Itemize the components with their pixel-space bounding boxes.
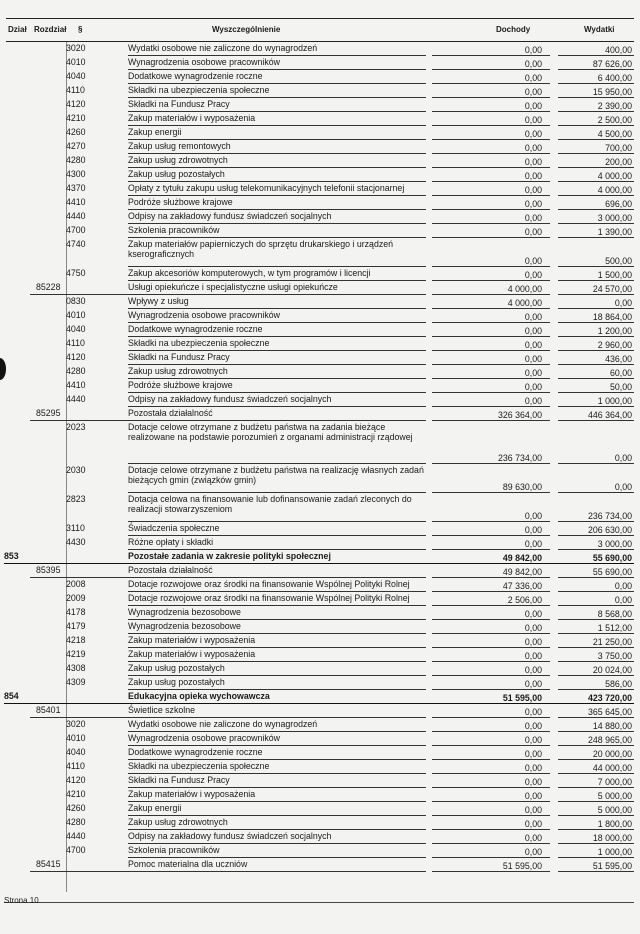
paragraf-code: 2023 — [66, 422, 86, 432]
wydatki-value: 2 500,00 — [597, 115, 632, 125]
paragraf-code: 4740 — [66, 239, 86, 249]
row-description: Zakup materiałów i wyposażenia — [128, 649, 256, 659]
dochody-underline — [432, 871, 550, 872]
paragraf-code: 4120 — [66, 99, 86, 109]
row-description: Dotacja celowa na finansowanie lub dofinansowanie zadań zleconych do realizacji stowarzyszeniom — [128, 494, 412, 514]
row-description: Wpływy z usług — [128, 296, 189, 306]
dochody-value: 0,00 — [524, 227, 542, 237]
paragraf-code: 4040 — [66, 324, 86, 334]
header-wydatki: Wydatki — [584, 25, 615, 34]
table-row — [0, 84, 640, 98]
budget-table-body — [0, 42, 640, 872]
table-row — [0, 760, 640, 774]
paragraf-code: 4440 — [66, 831, 86, 841]
paragraf-code: 4700 — [66, 845, 86, 855]
dochody-value: 0,00 — [524, 396, 542, 406]
table-row — [0, 337, 640, 351]
dzial-code: 853 — [4, 551, 19, 561]
wydatki-value: 1 000,00 — [597, 396, 632, 406]
table-row — [0, 746, 640, 760]
header-dzial: Dział — [8, 25, 27, 34]
paragraf-code: 4110 — [66, 338, 85, 348]
table-row — [0, 522, 640, 536]
table-row — [0, 844, 640, 858]
row-description: Usługi opiekuńcze i specjalistyczne usługi opiekuńcze — [128, 282, 338, 292]
wydatki-value: 4 000,00 — [597, 185, 632, 195]
table-row — [0, 42, 640, 56]
wydatki-value: 18 864,00 — [592, 312, 632, 322]
dochody-value: 0,00 — [524, 157, 542, 167]
paragraf-code: 4110 — [66, 85, 85, 95]
table-row — [0, 676, 640, 690]
paragraf-code: 4120 — [66, 352, 86, 362]
row-description: Świadczenia społeczne — [128, 523, 220, 533]
table-row — [0, 493, 640, 522]
row-description: Zakup usług zdrowotnych — [128, 366, 228, 376]
paragraf-code: 3110 — [66, 523, 85, 533]
row-description: Zakup usług pozostałych — [128, 677, 225, 687]
row-description: Edukacyjna opieka wychowawcza — [128, 691, 270, 701]
table-row — [0, 578, 640, 592]
dochody-value: 0,00 — [524, 777, 542, 787]
paragraf-code: 4430 — [66, 537, 86, 547]
row-description: Składki na Fundusz Pracy — [128, 775, 230, 785]
dochody-value: 0,00 — [524, 368, 542, 378]
wydatki-value: 436,00 — [605, 354, 632, 364]
table-row — [0, 718, 640, 732]
dochody-value: 0,00 — [524, 665, 542, 675]
row-description: Odpisy na zakładowy fundusz świadczeń socjalnych — [128, 394, 332, 404]
row-description: Zakup usług remontowych — [128, 141, 231, 151]
rozdzial-row — [0, 858, 640, 872]
table-row — [0, 56, 640, 70]
dochody-value: 236 734,00 — [497, 453, 542, 463]
paragraf-code: 2009 — [66, 593, 86, 603]
paragraf-code: 4219 — [66, 649, 86, 659]
paragraf-code: 2008 — [66, 579, 86, 589]
paragraf-code: 4280 — [66, 155, 86, 165]
table-row — [0, 309, 640, 323]
row-description: Wynagrodzenia osobowe pracowników — [128, 310, 280, 320]
header-opis: Wyszczególnienie — [212, 25, 281, 34]
wydatki-value: 5 000,00 — [597, 805, 632, 815]
table-row — [0, 816, 640, 830]
rozdzial-code: 85295 — [36, 408, 61, 418]
table-row — [0, 98, 640, 112]
table-row — [0, 648, 640, 662]
dochody-value: 0,00 — [524, 721, 542, 731]
rozdzial-row — [0, 704, 640, 718]
table-row — [0, 224, 640, 238]
wydatki-value: 0,00 — [614, 298, 632, 308]
row-description: Dotacje celowe otrzymane z budżetu państwa na realizację własnych zadań bieżących gmin (związków gmin) — [128, 465, 424, 485]
table-row — [0, 620, 640, 634]
dochody-value: 47 336,00 — [502, 581, 542, 591]
dochody-value: 0,00 — [524, 87, 542, 97]
table-row — [0, 154, 640, 168]
rozdzial-row — [0, 407, 640, 421]
row-description: Zakup energii — [128, 803, 182, 813]
wydatki-value: 4 500,00 — [597, 129, 632, 139]
row-description: Pozostała działalność — [128, 565, 213, 575]
dochody-value: 0,00 — [524, 101, 542, 111]
dochody-value: 0,00 — [524, 326, 542, 336]
table-row — [0, 788, 640, 802]
wydatki-value: 0,00 — [614, 595, 632, 605]
table-row — [0, 421, 640, 464]
table-row — [0, 393, 640, 407]
row-description: Dodatkowe wynagrodzenie roczne — [128, 71, 263, 81]
wydatki-value: 1 800,00 — [597, 819, 632, 829]
paragraf-code: 2823 — [66, 494, 86, 504]
dochody-value: 0,00 — [524, 45, 542, 55]
dochody-value: 0,00 — [524, 354, 542, 364]
row-description: Odpisy na zakładowy fundusz świadczeń socjalnych — [128, 831, 332, 841]
row-description: Wydatki osobowe nie zaliczone do wynagrodzeń — [128, 43, 318, 53]
wydatki-value: 206 630,00 — [587, 525, 632, 535]
table-row — [0, 267, 640, 281]
wydatki-value: 365 645,00 — [587, 707, 632, 717]
paragraf-code: 4120 — [66, 775, 86, 785]
table-header — [6, 18, 634, 42]
dochody-value: 2 506,00 — [507, 595, 542, 605]
wydatki-value: 423 720,00 — [587, 693, 632, 703]
dochody-value: 0,00 — [524, 763, 542, 773]
wydatki-value: 3 750,00 — [597, 651, 632, 661]
paragraf-code: 4179 — [66, 621, 86, 631]
paragraf-code: 4010 — [66, 57, 86, 67]
rozdzial-code: 85228 — [36, 282, 61, 292]
paragraf-code: 4218 — [66, 635, 86, 645]
table-row — [0, 112, 640, 126]
paragraf-code: 4410 — [66, 380, 86, 390]
row-description: Dotacje rozwojowe oraz środki na finansowanie Wspólnej Polityki Rolnej — [128, 579, 410, 589]
wydatki-value: 696,00 — [605, 199, 632, 209]
page-number: Strona 10 — [4, 896, 39, 905]
row-description: Wynagrodzenia osobowe pracowników — [128, 733, 280, 743]
dochody-value: 0,00 — [524, 707, 542, 717]
wydatki-value: 55 690,00 — [592, 553, 632, 563]
dzial-row — [0, 550, 640, 564]
header-rozdzial: Rozdział — [34, 25, 67, 34]
table-row — [0, 182, 640, 196]
paragraf-code: 4280 — [66, 817, 86, 827]
row-description: Pomoc materialna dla uczniów — [128, 859, 248, 869]
row-description: Dotacje rozwojowe oraz środki na finansowanie Wspólnej Polityki Rolnej — [128, 593, 410, 603]
paragraf-code: 4210 — [66, 789, 86, 799]
paragraf-code: 4280 — [66, 366, 86, 376]
wydatki-value: 200,00 — [605, 157, 632, 167]
row-description: Wynagrodzenia bezosobowe — [128, 621, 241, 631]
dochody-value: 49 842,00 — [502, 567, 542, 577]
table-row — [0, 732, 640, 746]
row-description: Wynagrodzenia osobowe pracowników — [128, 57, 280, 67]
table-row — [0, 464, 640, 493]
wydatki-value: 248 965,00 — [587, 735, 632, 745]
wydatki-value: 20 000,00 — [592, 749, 632, 759]
paragraf-code: 4700 — [66, 225, 86, 235]
table-row — [0, 323, 640, 337]
table-row — [0, 379, 640, 393]
wydatki-value: 21 250,00 — [592, 637, 632, 647]
dochody-value: 49 842,00 — [502, 553, 542, 563]
row-description: Zakup usług zdrowotnych — [128, 817, 228, 827]
row-description: Dodatkowe wynagrodzenie roczne — [128, 324, 263, 334]
row-description: Zakup materiałów i wyposażenia — [128, 113, 256, 123]
row-description: Zakup materiałów papierniczych do sprzętu drukarskiego i urządzeń kserograficznych — [128, 239, 394, 259]
dochody-value: 0,00 — [524, 129, 542, 139]
dochody-value: 89 630,00 — [502, 482, 542, 492]
wydatki-value: 44 000,00 — [592, 763, 632, 773]
paragraf-code: 4440 — [66, 394, 86, 404]
paragraf-code: 4270 — [66, 141, 86, 151]
wydatki-value: 0,00 — [614, 482, 632, 492]
paragraf-code: 4300 — [66, 169, 86, 179]
paragraf-code: 4210 — [66, 113, 86, 123]
row-description: Składki na ubezpieczenia społeczne — [128, 761, 270, 771]
wydatki-value: 1 500,00 — [597, 270, 632, 280]
table-row — [0, 295, 640, 309]
paragraf-code: 4309 — [66, 677, 86, 687]
wydatki-value: 500,00 — [605, 256, 632, 266]
header-paragraf: § — [78, 25, 83, 34]
paragraf-code: 4040 — [66, 71, 86, 81]
table-row — [0, 830, 640, 844]
table-row — [0, 774, 640, 788]
row-description: Opłaty z tytułu zakupu usług telekomunikacyjnych telefonii stacjonarnej — [128, 183, 405, 193]
header-dochody: Dochody — [496, 25, 531, 34]
wydatki-value: 24 570,00 — [592, 284, 632, 294]
dochody-value: 0,00 — [524, 805, 542, 815]
wydatki-value: 236 734,00 — [587, 511, 632, 521]
dochody-value: 0,00 — [524, 312, 542, 322]
row-description: Wydatki osobowe nie zaliczone do wynagrodzeń — [128, 719, 318, 729]
wydatki-value: 4 000,00 — [597, 171, 632, 181]
wydatki-value: 0,00 — [614, 453, 632, 463]
table-row — [0, 168, 640, 182]
table-row — [0, 210, 640, 224]
table-row — [0, 365, 640, 379]
dochody-value: 0,00 — [524, 213, 542, 223]
dochody-value: 0,00 — [524, 749, 542, 759]
row-description: Składki na Fundusz Pracy — [128, 99, 230, 109]
paragraf-code: 4110 — [66, 761, 85, 771]
wydatki-value: 15 950,00 — [592, 87, 632, 97]
wydatki-value: 2 390,00 — [597, 101, 632, 111]
wydatki-value: 446 364,00 — [587, 410, 632, 420]
rozdzial-code: 85395 — [36, 565, 61, 575]
row-description: Zakup materiałów i wyposażenia — [128, 789, 256, 799]
dochody-value: 0,00 — [524, 791, 542, 801]
row-description: Dodatkowe wynagrodzenie roczne — [128, 747, 263, 757]
description-underline — [128, 871, 426, 872]
paragraf-code: 4260 — [66, 803, 86, 813]
wydatki-value: 20 024,00 — [592, 665, 632, 675]
wydatki-value: 87 626,00 — [592, 59, 632, 69]
dochody-value: 0,00 — [524, 511, 542, 521]
table-row — [0, 140, 640, 154]
dochody-value: 0,00 — [524, 623, 542, 633]
paragraf-code: 4308 — [66, 663, 86, 673]
dochody-value: 0,00 — [524, 270, 542, 280]
wydatki-value: 1 390,00 — [597, 227, 632, 237]
table-row — [0, 592, 640, 606]
rozdzial-code: 85415 — [36, 859, 61, 869]
wydatki-value: 18 000,00 — [592, 833, 632, 843]
paragraf-code: 4440 — [66, 211, 86, 221]
dochody-value: 0,00 — [524, 73, 542, 83]
wydatki-value: 3 000,00 — [597, 539, 632, 549]
dochody-value: 0,00 — [524, 185, 542, 195]
footer-rule — [4, 902, 634, 903]
table-row — [0, 662, 640, 676]
wydatki-value: 5 000,00 — [597, 791, 632, 801]
row-description: Różne opłaty i składki — [128, 537, 214, 547]
paragraf-code: 4410 — [66, 197, 86, 207]
row-description: Wynagrodzenia bezosobowe — [128, 607, 241, 617]
dochody-value: 0,00 — [524, 340, 542, 350]
dochody-value: 0,00 — [524, 59, 542, 69]
table-row — [0, 238, 640, 267]
row-description: Szkolenia pracowników — [128, 845, 220, 855]
row-description: Podróże służbowe krajowe — [128, 380, 233, 390]
dochody-value: 0,00 — [524, 847, 542, 857]
paragraf-code: 4750 — [66, 268, 86, 278]
dochody-value: 326 364,00 — [497, 410, 542, 420]
dochody-value: 0,00 — [524, 143, 542, 153]
paragraf-code: 0830 — [66, 296, 86, 306]
row-description: Zakup usług pozostałych — [128, 663, 225, 673]
paragraf-code: 3020 — [66, 43, 86, 53]
dochody-value: 0,00 — [524, 256, 542, 266]
table-row — [0, 126, 640, 140]
row-description: Podróże służbowe krajowe — [128, 197, 233, 207]
dochody-value: 4 000,00 — [507, 284, 542, 294]
wydatki-value: 8 568,00 — [597, 609, 632, 619]
wydatki-value: 55 690,00 — [592, 567, 632, 577]
table-row — [0, 70, 640, 84]
row-description: Dotacje celowe otrzymane z budżetu państwa na zadania bieżące realizowane na podstawie porozumień z organami administracji rządowej — [128, 422, 413, 442]
wydatki-value: 51 595,00 — [592, 861, 632, 871]
dochody-value: 0,00 — [524, 833, 542, 843]
dochody-value: 0,00 — [524, 637, 542, 647]
wydatki-value: 1 200,00 — [597, 326, 632, 336]
row-description: Odpisy na zakładowy fundusz świadczeń socjalnych — [128, 211, 332, 221]
table-row — [0, 606, 640, 620]
wydatki-value: 60,00 — [609, 368, 632, 378]
dochody-value: 4 000,00 — [507, 298, 542, 308]
row-description: Zakup usług zdrowotnych — [128, 155, 228, 165]
paragraf-code: 4010 — [66, 310, 86, 320]
paragraf-code: 3020 — [66, 719, 86, 729]
wydatki-value: 1 512,00 — [597, 623, 632, 633]
paragraf-code: 4040 — [66, 747, 86, 757]
dochody-value: 0,00 — [524, 539, 542, 549]
dochody-value: 0,00 — [524, 819, 542, 829]
row-description: Zakup usług pozostałych — [128, 169, 225, 179]
wydatki-value: 3 000,00 — [597, 213, 632, 223]
table-row — [0, 351, 640, 365]
table-row — [0, 536, 640, 550]
paragraf-code: 4260 — [66, 127, 86, 137]
row-description: Zakup akcesoriów komputerowych, w tym programów i licencji — [128, 268, 371, 278]
wydatki-value: 586,00 — [605, 679, 632, 689]
dochody-value: 0,00 — [524, 115, 542, 125]
row-description: Świetlice szkolne — [128, 705, 195, 715]
dochody-value: 0,00 — [524, 171, 542, 181]
rozdzial-row — [0, 564, 640, 578]
row-description: Zakup energii — [128, 127, 182, 137]
dzial-code: 854 — [4, 691, 19, 701]
paragraf-code: 2030 — [66, 465, 86, 475]
table-row — [0, 802, 640, 816]
wydatki-value: 50,00 — [609, 382, 632, 392]
rozdzial-row — [0, 281, 640, 295]
dzial-row — [0, 690, 640, 704]
wydatki-value: 400,00 — [605, 45, 632, 55]
paragraf-code: 4010 — [66, 733, 86, 743]
dochody-value: 0,00 — [524, 382, 542, 392]
row-description: Składki na ubezpieczenia społeczne — [128, 338, 270, 348]
wydatki-underline — [558, 871, 634, 872]
wydatki-value: 6 400,00 — [597, 73, 632, 83]
dochody-value: 0,00 — [524, 609, 542, 619]
wydatki-value: 7 000,00 — [597, 777, 632, 787]
wydatki-value: 14 880,00 — [592, 721, 632, 731]
table-row — [0, 634, 640, 648]
wydatki-value: 0,00 — [614, 581, 632, 591]
row-description: Składki na Fundusz Pracy — [128, 352, 230, 362]
row-description: Pozostałe zadania w zakresie polityki społecznej — [128, 551, 331, 561]
row-description: Pozostała działalność — [128, 408, 213, 418]
row-description: Zakup materiałów i wyposażenia — [128, 635, 256, 645]
dochody-value: 0,00 — [524, 679, 542, 689]
table-row — [0, 196, 640, 210]
row-description: Składki na ubezpieczenia społeczne — [128, 85, 270, 95]
paragraf-code: 4370 — [66, 183, 86, 193]
wydatki-value: 700,00 — [605, 143, 632, 153]
dochody-value: 51 595,00 — [502, 861, 542, 871]
dochody-value: 0,00 — [524, 651, 542, 661]
dochody-value: 0,00 — [524, 735, 542, 745]
wydatki-value: 1 000,00 — [597, 847, 632, 857]
rozdzial-underline — [30, 871, 130, 872]
wydatki-value: 2 960,00 — [597, 340, 632, 350]
rozdzial-code: 85401 — [36, 705, 61, 715]
paragraf-code: 4178 — [66, 607, 86, 617]
dochody-value: 0,00 — [524, 199, 542, 209]
dochody-value: 0,00 — [524, 525, 542, 535]
row-description: Szkolenia pracowników — [128, 225, 220, 235]
dochody-value: 51 595,00 — [502, 693, 542, 703]
